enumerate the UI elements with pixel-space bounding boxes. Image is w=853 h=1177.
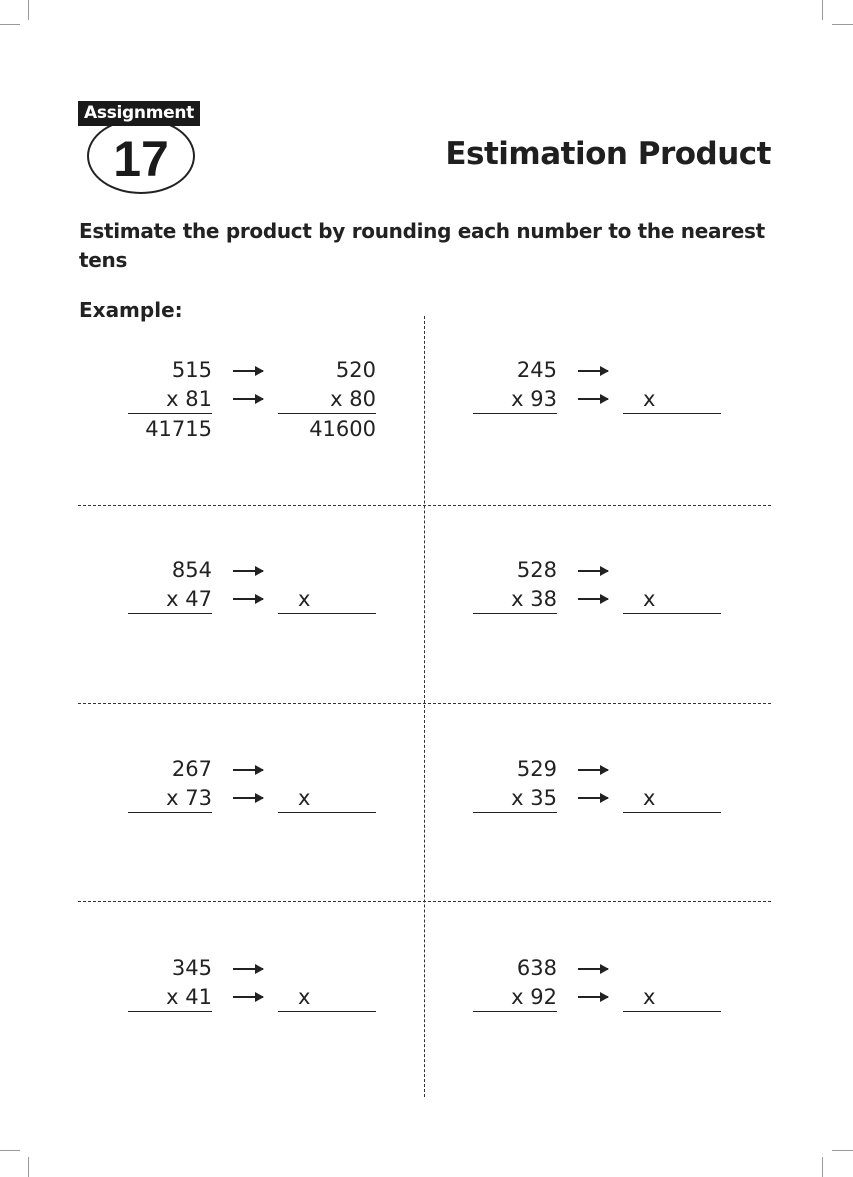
multiply-sign: x [643, 387, 656, 411]
crop-mark [832, 24, 853, 25]
bottom-number: x 38 [511, 587, 557, 611]
arrow-icon [233, 968, 263, 970]
arrow-icon [578, 769, 608, 771]
bottom-number: x 47 [166, 587, 212, 611]
arrow-icon [233, 996, 263, 998]
bottom-number: x 73 [166, 786, 212, 810]
arrow-icon [233, 398, 263, 400]
assignment-badge: Assignment [78, 101, 200, 126]
crop-mark [28, 0, 29, 20]
bottom-number: x 93 [511, 387, 557, 411]
assignment-number: 17 [87, 118, 195, 194]
arrow-icon [578, 968, 608, 970]
bottom-number: x 41 [166, 985, 212, 1009]
multiply-sign: x [643, 786, 656, 810]
page-title: Estimation Product [445, 136, 771, 172]
example-label: Example: [79, 298, 183, 322]
crop-mark [822, 0, 823, 20]
arrow-icon [233, 598, 263, 600]
underline [278, 413, 376, 414]
top-number: 515 [171, 358, 212, 382]
rounded-bottom-number: x 80 [330, 387, 376, 411]
multiply-sign: x [298, 587, 311, 611]
rounded-product: 41600 [309, 417, 376, 441]
rounded-top-number: 520 [335, 358, 376, 382]
underline [128, 413, 212, 414]
answer-blank[interactable] [623, 812, 721, 813]
bottom-number: x 81 [166, 387, 212, 411]
arrow-icon [233, 570, 263, 572]
underline [128, 613, 212, 614]
horizontal-divider [78, 703, 771, 704]
underline [473, 1011, 557, 1012]
arrow-icon [578, 797, 608, 799]
crop-mark [0, 1150, 20, 1151]
multiply-sign: x [298, 786, 311, 810]
answer-blank[interactable] [623, 1011, 721, 1012]
product: 41715 [145, 417, 212, 441]
answer-blank[interactable] [278, 812, 376, 813]
horizontal-divider [78, 505, 771, 506]
arrow-icon [578, 570, 608, 572]
multiply-sign: x [643, 985, 656, 1009]
crop-mark [832, 1150, 853, 1151]
instructions: Estimate the product by rounding each number to the nearest tens [79, 219, 765, 272]
crop-mark [822, 1157, 823, 1177]
answer-blank[interactable] [623, 413, 721, 414]
bottom-number: x 35 [511, 786, 557, 810]
top-number: 267 [171, 757, 212, 781]
top-number: 245 [516, 358, 557, 382]
top-number: 529 [516, 757, 557, 781]
top-number: 638 [516, 956, 557, 980]
multiply-sign: x [643, 587, 656, 611]
multiply-sign: x [298, 985, 311, 1009]
arrow-icon [578, 996, 608, 998]
vertical-divider [424, 316, 425, 1097]
top-number: 528 [516, 558, 557, 582]
answer-blank[interactable] [623, 613, 721, 614]
answer-blank[interactable] [278, 613, 376, 614]
top-number: 345 [171, 956, 212, 980]
underline [473, 413, 557, 414]
underline [473, 613, 557, 614]
underline [473, 812, 557, 813]
underline [128, 1011, 212, 1012]
crop-mark [0, 24, 20, 25]
arrow-icon [578, 598, 608, 600]
horizontal-divider [78, 901, 771, 902]
arrow-icon [578, 398, 608, 400]
arrow-icon [578, 370, 608, 372]
underline [128, 812, 212, 813]
crop-mark [28, 1157, 29, 1177]
arrow-icon [233, 797, 263, 799]
arrow-icon [233, 769, 263, 771]
top-number: 854 [171, 558, 212, 582]
answer-blank[interactable] [278, 1011, 376, 1012]
arrow-icon [233, 370, 263, 372]
bottom-number: x 92 [511, 985, 557, 1009]
